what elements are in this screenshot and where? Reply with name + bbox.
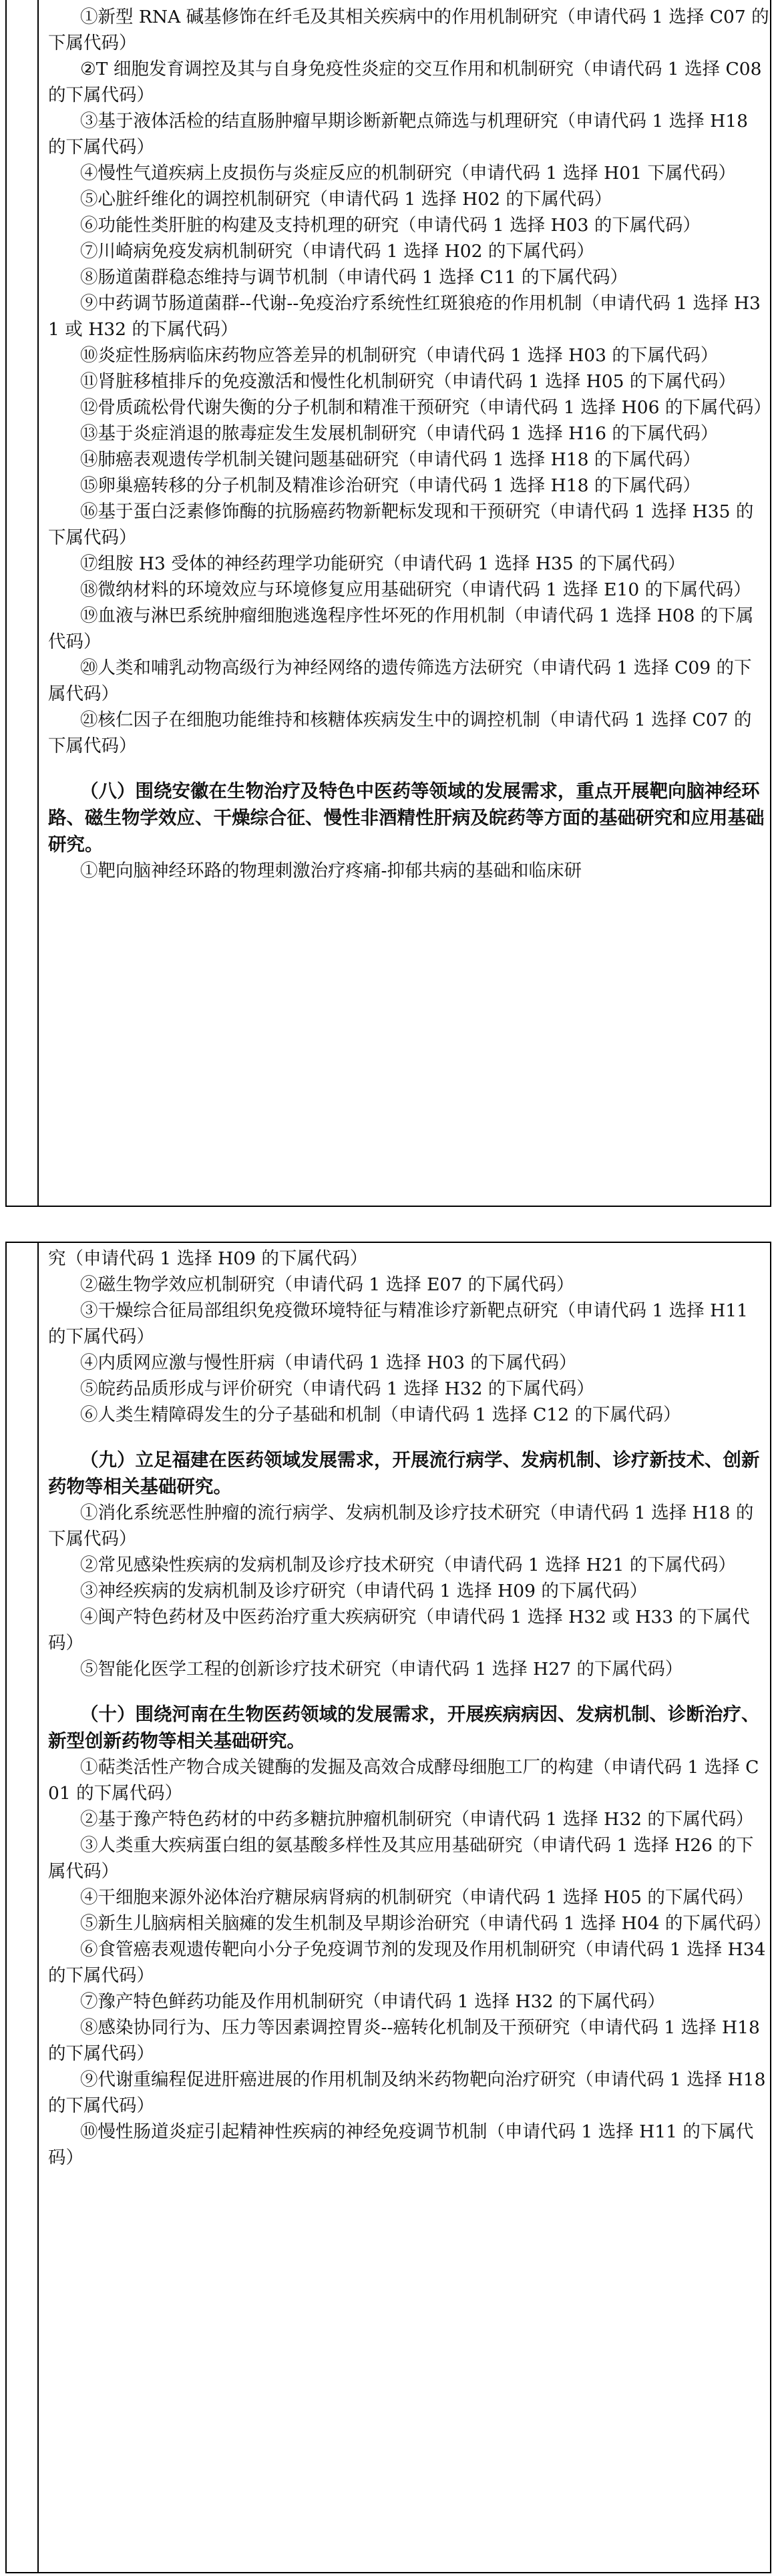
list-item: ①消化系统恶性肿瘤的流行病学、发病机制及诊疗技术研究（申请代码 1 选择 H18 的下属代码）: [48, 1503, 754, 1549]
section-heading-8: （八）围绕安徽在生物治疗及特色中医药等领域的发展需求，重点开展靶向脑神经环路、磁生物学效应、干燥综合征、慢性非酒精性肝病及皖药等方面的基础研究和应用基础研究。: [48, 780, 765, 855]
list-item: ⑦豫产特色鲜药功能及作用机制研究（申请代码 1 选择 H32 的下属代码）: [80, 1991, 665, 2012]
list-item: ⑩慢性肠道炎症引起精神性疾病的神经免疫调节机制（申请代码 1 选择 H11 的下属代码）: [48, 2121, 754, 2168]
list-item: ⑨代谢重编程促进肝癌进展的作用机制及纳米药物靶向治疗研究（申请代码 1 选择 H18 的下属代码）: [48, 2069, 766, 2116]
list-item: ①新型 RNA 碱基修饰在纤毛及其相关疾病中的作用机制研究（申请代码 1 选择 C07 的下属代码）: [48, 7, 769, 53]
page1-content: [48, 4, 769, 884]
table-bottom-border: [5, 2572, 771, 2573]
list-item: ⑤新生儿脑病相关脑瘫的发生机制及早期诊治研究（申请代码 1 选择 H04 的下属代码）: [80, 1913, 771, 1934]
list-item: ③基于液体活检的结直肠肿瘤早期诊断新靶点筛选与机理研究（申请代码 1 选择 H18 的下属代码）: [48, 111, 748, 158]
list-item-continuation: 究（申请代码 1 选择 H09 的下属代码）: [48, 1248, 368, 1269]
list-item: ④闽产特色药材及中医药治疗重大疾病研究（申请代码 1 选择 H32 或 H33 的下属代码）: [48, 1607, 750, 1653]
list-item: ⑰组胺 H3 受体的神经药理学功能研究（申请代码 1 选择 H35 的下属代码）: [80, 553, 686, 574]
list-item: ④内质网应激与慢性肝病（申请代码 1 选择 H03 的下属代码）: [80, 1352, 577, 1373]
list-item: ⑨中药调节肠道菌群--代谢--免疫治疗系统性红斑狼疮的作用机制（申请代码 1 选择 H31 或 H32 的下属代码）: [48, 293, 761, 340]
list-item: ⑯基于蛋白泛素修饰酶的抗肠癌药物新靶标发现和干预研究（申请代码 1 选择 H35 的下属代码）: [48, 501, 754, 548]
list-item: ⑤皖药品质形成与评价研究（申请代码 1 选择 H32 的下属代码）: [80, 1378, 594, 1399]
section-heading-9: （九）立足福建在医药领域发展需求，开展流行病学、发病机制、诊疗新技术、创新药物等相关基础研究。: [48, 1449, 760, 1497]
list-item: ⑥人类生精障碍发生的分子基础和机制（申请代码 1 选择 C12 的下属代码）: [80, 1404, 681, 1425]
list-item: ⑪肾脏移植排斥的免疫激活和慢性化机制研究（申请代码 1 选择 H05 的下属代码）: [80, 371, 736, 392]
list-item: ㉑核仁因子在细胞功能维持和核糖体疾病发生中的调控机制（申请代码 1 选择 C07 的下属代码）: [48, 710, 752, 756]
list-item: ⑧肠道菌群稳态维持与调节机制（申请代码 1 选择 C11 的下属代码）: [80, 267, 628, 288]
list-item: ⑭肺癌表观遗传学机制关键问题基础研究（申请代码 1 选择 H18 的下属代码）: [80, 449, 701, 470]
table-left-border: [5, 1242, 7, 2573]
list-item: ⑤心脏纤维化的调控机制研究（申请代码 1 选择 H02 的下属代码）: [80, 189, 612, 210]
list-item: ⑧感染协同行为、压力等因素调控胃炎--癌转化机制及干预研究（申请代码 1 选择 H18 的下属代码）: [48, 2017, 760, 2064]
list-item: ④干细胞来源外泌体治疗糖尿病肾病的机制研究（申请代码 1 选择 H05 的下属代码）: [80, 1887, 754, 1908]
list-item: ⑮卵巢癌转移的分子机制及精准诊治研究（申请代码 1 选择 H18 的下属代码）: [80, 475, 701, 496]
list-item: ⑬基于炎症消退的脓毒症发生发展机制研究（申请代码 1 选择 H16 的下属代码）: [80, 423, 719, 444]
list-item: ②磁生物学效应机制研究（申请代码 1 选择 E07 的下属代码）: [80, 1274, 574, 1295]
list-item: ⑱微纳材料的环境效应与环境修复应用基础研究（申请代码 1 选择 E10 的下属代码）: [80, 579, 751, 600]
document-page-2: [0, 1242, 778, 2573]
list-item: ⑩炎症性肠病临床药物应答差异的机制研究（申请代码 1 选择 H03 的下属代码）: [80, 345, 719, 366]
list-item: ⑫骨质疏松骨代谢失衡的分子机制和精准干预研究（申请代码 1 选择 H06 的下属代码）: [80, 397, 771, 418]
table-top-border: [5, 1242, 771, 1243]
list-item: ①靶向脑神经环路的物理刺激治疗疼痛-抑郁共病的基础和临床研: [80, 860, 582, 881]
list-item: ②常见感染性疾病的发病机制及诊疗技术研究（申请代码 1 选择 H21 的下属代码）: [80, 1555, 736, 1575]
document-page-1: [0, 0, 778, 1207]
list-item: ⑲血液与淋巴系统肿瘤细胞逃逸程序性坏死的作用机制（申请代码 1 选择 H08 的下属代码）: [48, 605, 754, 652]
page2-content: [48, 1246, 769, 2171]
table-right-border: [770, 1242, 771, 2573]
table-left-border: [5, 0, 7, 1207]
list-item: ⑦川崎病免疫发病机制研究（申请代码 1 选择 H02 的下属代码）: [80, 241, 594, 262]
list-item: ②基于豫产特色药材的中药多糖抗肿瘤机制研究（申请代码 1 选择 H32 的下属代码）: [80, 1809, 754, 1830]
table-inner-border: [37, 0, 39, 1207]
list-item: ⑥食管癌表观遗传靶向小分子免疫调节剂的发现及作用机制研究（申请代码 1 选择 H34 的下属代码）: [48, 1939, 766, 1986]
table-inner-border: [37, 1242, 39, 2573]
list-item: ④慢性气道疾病上皮损伤与炎症反应的机制研究（申请代码 1 选择 H01 下属代码）: [80, 163, 736, 184]
list-item: ⑥功能性类肝脏的构建及支持机理的研究（申请代码 1 选择 H03 的下属代码）: [80, 215, 701, 236]
list-item: ⑳人类和哺乳动物高级行为神经网络的遗传筛选方法研究（申请代码 1 选择 C09 的下属代码）: [48, 658, 752, 704]
list-item: ③干燥综合征局部组织免疫微环境特征与精准诊疗新靶点研究（申请代码 1 选择 H11 的下属代码）: [48, 1300, 748, 1347]
list-item: ③人类重大疾病蛋白组的氨基酸多样性及其应用基础研究（申请代码 1 选择 H26 的下属代码）: [48, 1835, 754, 1882]
list-item: ①萜类活性产物合成关键酶的发掘及高效合成酵母细胞工厂的构建（申请代码 1 选择 C01 的下属代码）: [48, 1757, 759, 1804]
list-item: ②T 细胞发育调控及其与自身免疫性炎症的交互作用和机制研究（申请代码 1 选择 C08 的下属代码）: [48, 59, 762, 105]
list-item: ⑤智能化医学工程的创新诊疗技术研究（申请代码 1 选择 H27 的下属代码）: [80, 1659, 683, 1680]
list-item: ③神经疾病的发病机制及诊疗研究（申请代码 1 选择 H09 的下属代码）: [80, 1581, 648, 1601]
table-right-border: [770, 0, 771, 1207]
table-bottom-border: [5, 1206, 771, 1207]
section-heading-10: （十）围绕河南在生物医药领域的发展需求，开展疾病病因、发病机制、诊断治疗、新型创新药物等相关基础研究。: [48, 1704, 760, 1752]
